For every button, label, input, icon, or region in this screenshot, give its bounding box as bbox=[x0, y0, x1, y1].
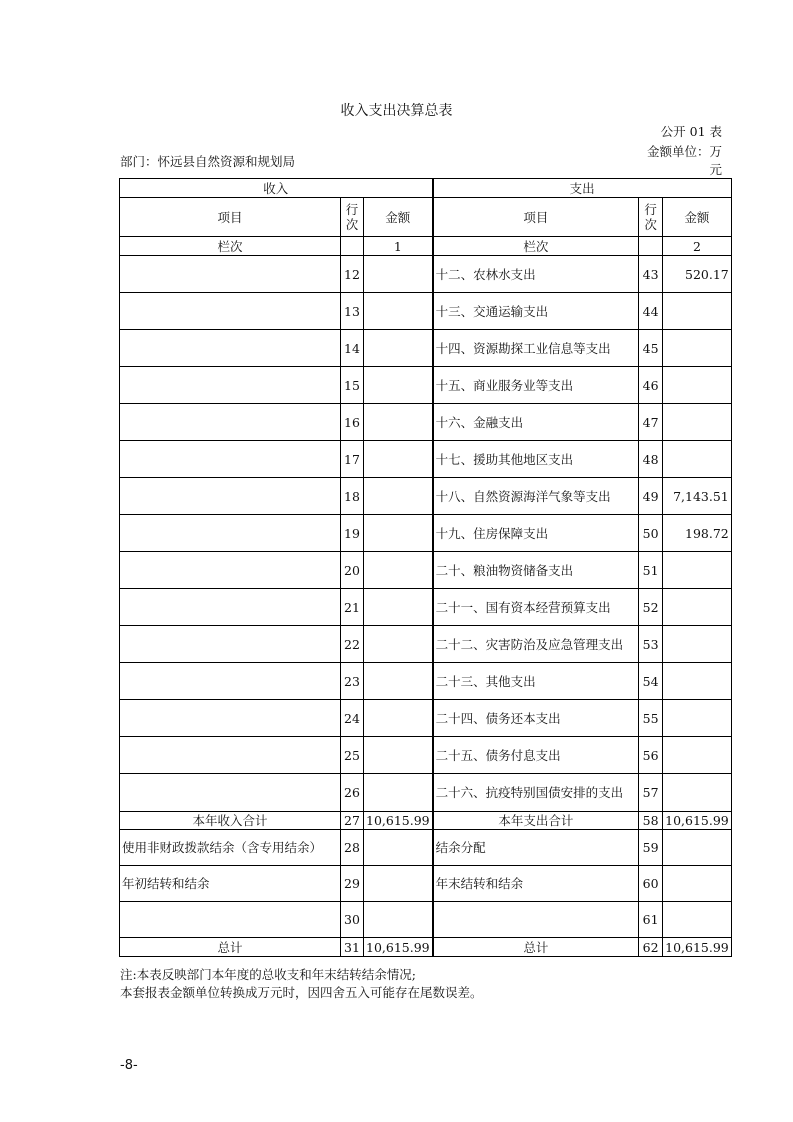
table-row bbox=[120, 830, 732, 866]
unit-label: 金额单位：万 bbox=[646, 144, 722, 159]
expense-amount bbox=[663, 552, 732, 589]
table-row bbox=[120, 552, 732, 589]
notes bbox=[120, 966, 483, 1002]
income-expense-table bbox=[119, 178, 732, 957]
expense-amount bbox=[663, 330, 732, 367]
income-amount bbox=[364, 737, 433, 774]
expense-row-no: 46 bbox=[639, 367, 663, 404]
income-row-no: 22 bbox=[341, 626, 364, 663]
expense-amount bbox=[663, 293, 732, 330]
income-item bbox=[120, 404, 341, 441]
expense-row-no: 60 bbox=[639, 866, 663, 902]
income-item bbox=[120, 589, 341, 626]
income-item bbox=[120, 441, 341, 478]
income-amount: 10,615.99 bbox=[364, 938, 433, 957]
table-code: 公开 01 表 bbox=[660, 124, 722, 139]
table-row bbox=[120, 293, 732, 330]
expense-row-no: 51 bbox=[639, 552, 663, 589]
expense-item: 十五、商业服务业等支出 bbox=[433, 367, 639, 404]
table-row bbox=[120, 515, 732, 552]
income-amount bbox=[364, 626, 433, 663]
income-amount bbox=[364, 293, 433, 330]
expense-row-no: 48 bbox=[639, 441, 663, 478]
expense-amount: 10,615.99 bbox=[663, 812, 732, 830]
expense-row-no: 43 bbox=[639, 256, 663, 293]
income-row-no: 13 bbox=[341, 293, 364, 330]
income-amount-header: 金额 bbox=[364, 198, 433, 237]
expense-amount bbox=[663, 367, 732, 404]
income-amount bbox=[364, 515, 433, 552]
income-amount bbox=[364, 552, 433, 589]
table-row bbox=[120, 902, 732, 938]
expense-amount bbox=[663, 902, 732, 938]
income-item: 本年收入合计 bbox=[120, 812, 341, 830]
income-header: 收入 bbox=[120, 179, 433, 198]
expense-row-no: 53 bbox=[639, 626, 663, 663]
income-amount bbox=[364, 589, 433, 626]
income-item bbox=[120, 256, 341, 293]
income-amount bbox=[364, 404, 433, 441]
income-row-no: 21 bbox=[341, 589, 364, 626]
expense-item: 年末结转和结余 bbox=[433, 866, 639, 902]
page-title: 收入支出决算总表 bbox=[340, 103, 453, 119]
expense-row-no: 57 bbox=[639, 774, 663, 812]
income-row-no-header: 行次 bbox=[341, 198, 364, 237]
expense-column-label: 栏次 bbox=[433, 237, 639, 256]
income-amount bbox=[364, 330, 433, 367]
table-row bbox=[120, 367, 732, 404]
income-amount bbox=[364, 256, 433, 293]
expense-amount: 10,615.99 bbox=[663, 938, 732, 957]
income-item bbox=[120, 774, 341, 812]
income-row-no: 16 bbox=[341, 404, 364, 441]
expense-amount bbox=[663, 830, 732, 866]
expense-amount bbox=[663, 700, 732, 737]
income-item bbox=[120, 515, 341, 552]
department-label: 部门：怀远县自然资源和规划局 bbox=[120, 154, 296, 169]
expense-row-no-header: 行次 bbox=[639, 198, 663, 237]
expense-amount bbox=[663, 404, 732, 441]
expense-row-no: 45 bbox=[639, 330, 663, 367]
income-item bbox=[120, 293, 341, 330]
income-column-label: 栏次 bbox=[120, 237, 341, 256]
income-column-index: 1 bbox=[364, 237, 433, 256]
expense-item: 二十一、国有资本经营预算支出 bbox=[433, 589, 639, 626]
table-row bbox=[120, 330, 732, 367]
income-row-no: 27 bbox=[341, 812, 364, 830]
expense-row-no: 62 bbox=[639, 938, 663, 957]
expense-amount: 7,143.51 bbox=[663, 478, 732, 515]
expense-column-blank bbox=[639, 237, 663, 256]
expense-row-no: 47 bbox=[639, 404, 663, 441]
income-item bbox=[120, 663, 341, 700]
expense-amount-header: 金额 bbox=[663, 198, 732, 237]
table-row bbox=[120, 774, 732, 812]
expense-item: 总计 bbox=[433, 938, 639, 957]
income-amount bbox=[364, 902, 433, 938]
table-row bbox=[120, 478, 732, 515]
income-row-no: 31 bbox=[341, 938, 364, 957]
expense-item: 二十二、灾害防治及应急管理支出 bbox=[433, 626, 639, 663]
expense-row-no: 59 bbox=[639, 830, 663, 866]
table-row bbox=[120, 700, 732, 737]
income-row-no: 28 bbox=[341, 830, 364, 866]
subtotal-row bbox=[120, 812, 732, 830]
income-amount bbox=[364, 441, 433, 478]
expense-amount bbox=[663, 866, 732, 902]
table-row bbox=[120, 404, 732, 441]
income-item bbox=[120, 902, 341, 938]
expense-item: 十八、自然资源海洋气象等支出 bbox=[433, 478, 639, 515]
income-item bbox=[120, 330, 341, 367]
income-column-blank bbox=[341, 237, 364, 256]
income-item: 总计 bbox=[120, 938, 341, 957]
expense-row-no: 49 bbox=[639, 478, 663, 515]
expense-row-no: 58 bbox=[639, 812, 663, 830]
expense-item: 十六、金融支出 bbox=[433, 404, 639, 441]
expense-item: 十三、交通运输支出 bbox=[433, 293, 639, 330]
income-amount bbox=[364, 663, 433, 700]
income-item bbox=[120, 478, 341, 515]
section-header-row bbox=[120, 179, 732, 198]
expense-item: 二十、粮油物资储备支出 bbox=[433, 552, 639, 589]
income-row-no: 20 bbox=[341, 552, 364, 589]
expense-amount: 520.17 bbox=[663, 256, 732, 293]
income-item bbox=[120, 626, 341, 663]
table-row bbox=[120, 626, 732, 663]
table-row bbox=[120, 441, 732, 478]
expense-item: 二十四、债务还本支出 bbox=[433, 700, 639, 737]
income-amount bbox=[364, 367, 433, 404]
expense-row-no: 52 bbox=[639, 589, 663, 626]
note-line: 注:本表反映部门本年度的总收支和年末结转结余情况; bbox=[120, 967, 416, 982]
income-amount bbox=[364, 866, 433, 902]
total-row bbox=[120, 938, 732, 957]
note-line: 本套报表金额单位转换成万元时，因四舍五入可能存在尾数误差。 bbox=[120, 985, 483, 1000]
expense-row-no: 54 bbox=[639, 663, 663, 700]
income-row-no: 18 bbox=[341, 478, 364, 515]
income-row-no: 17 bbox=[341, 441, 364, 478]
expense-item: 本年支出合计 bbox=[433, 812, 639, 830]
expense-row-no: 61 bbox=[639, 902, 663, 938]
expense-column-index: 2 bbox=[663, 237, 732, 256]
column-header-row bbox=[120, 198, 732, 237]
column-index-row bbox=[120, 237, 732, 256]
expense-item: 十七、援助其他地区支出 bbox=[433, 441, 639, 478]
income-item-header: 项目 bbox=[120, 198, 341, 237]
table-row bbox=[120, 589, 732, 626]
expense-amount bbox=[663, 589, 732, 626]
expense-amount bbox=[663, 441, 732, 478]
expense-item: 二十三、其他支出 bbox=[433, 663, 639, 700]
table-row bbox=[120, 866, 732, 902]
expense-amount bbox=[663, 663, 732, 700]
income-item bbox=[120, 552, 341, 589]
income-amount bbox=[364, 774, 433, 812]
table-row bbox=[120, 737, 732, 774]
income-row-no: 12 bbox=[341, 256, 364, 293]
income-item: 年初结转和结余 bbox=[120, 866, 341, 902]
income-item bbox=[120, 700, 341, 737]
expense-row-no: 50 bbox=[639, 515, 663, 552]
expense-row-no: 44 bbox=[639, 293, 663, 330]
table-row bbox=[120, 256, 732, 293]
income-row-no: 29 bbox=[341, 866, 364, 902]
table-row bbox=[120, 663, 732, 700]
income-amount bbox=[364, 830, 433, 866]
expense-row-no: 55 bbox=[639, 700, 663, 737]
unit-label-continued: 元 bbox=[709, 162, 722, 177]
income-amount bbox=[364, 700, 433, 737]
expense-item: 二十五、债务付息支出 bbox=[433, 737, 639, 774]
income-item bbox=[120, 737, 341, 774]
income-item bbox=[120, 367, 341, 404]
page-number: -8- bbox=[120, 1058, 138, 1073]
expense-item: 二十六、抗疫特别国债安排的支出 bbox=[433, 774, 639, 812]
expense-amount bbox=[663, 774, 732, 812]
expense-item bbox=[433, 902, 639, 938]
expense-header: 支出 bbox=[433, 179, 732, 198]
expense-item: 十二、农林水支出 bbox=[433, 256, 639, 293]
income-item: 使用非财政拨款结余（含专用结余） bbox=[120, 830, 341, 866]
expense-amount bbox=[663, 737, 732, 774]
income-row-no: 15 bbox=[341, 367, 364, 404]
income-row-no: 30 bbox=[341, 902, 364, 938]
expense-item: 十四、资源勘探工业信息等支出 bbox=[433, 330, 639, 367]
income-row-no: 19 bbox=[341, 515, 364, 552]
expense-item: 十九、住房保障支出 bbox=[433, 515, 639, 552]
income-amount: 10,615.99 bbox=[364, 812, 433, 830]
income-row-no: 23 bbox=[341, 663, 364, 700]
expense-row-no: 56 bbox=[639, 737, 663, 774]
expense-amount bbox=[663, 626, 732, 663]
income-row-no: 25 bbox=[341, 737, 364, 774]
expense-item-header: 项目 bbox=[433, 198, 639, 237]
expense-item: 结余分配 bbox=[433, 830, 639, 866]
expense-amount: 198.72 bbox=[663, 515, 732, 552]
income-row-no: 14 bbox=[341, 330, 364, 367]
income-amount bbox=[364, 478, 433, 515]
income-row-no: 26 bbox=[341, 774, 364, 812]
income-row-no: 24 bbox=[341, 700, 364, 737]
